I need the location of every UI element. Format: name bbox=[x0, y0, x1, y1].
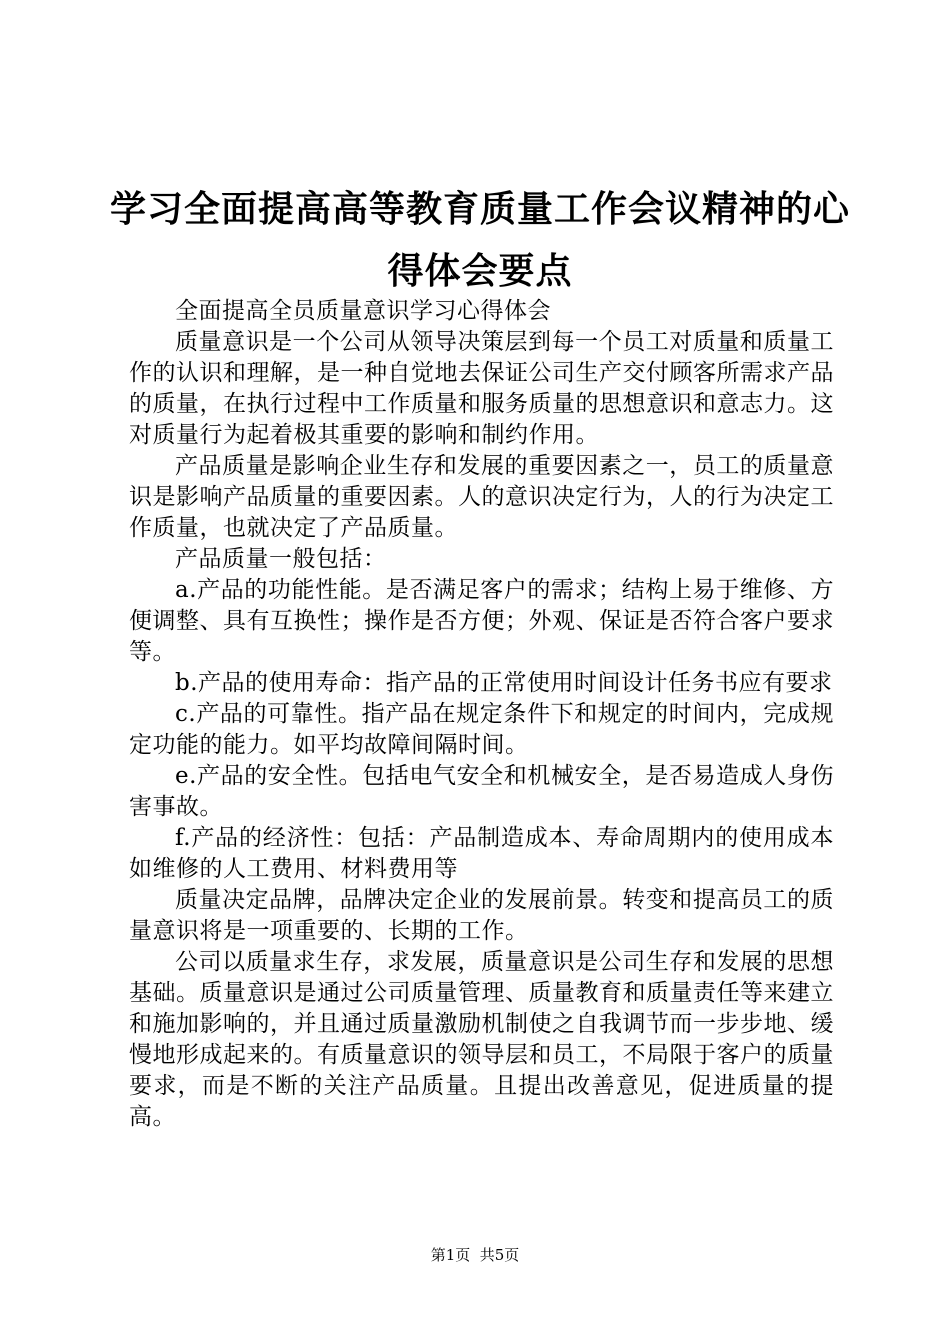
paragraph: c.产品的可靠性。指产品在规定条件下和规定的时间内，完成规定功能的能力。如平均故障间隔时间。 bbox=[129, 701, 834, 758]
paragraph: e.产品的安全性。包括电气安全和机械安全，是否易造成人身伤害事故。 bbox=[129, 763, 834, 820]
page-footer bbox=[0, 1244, 950, 1265]
document-body bbox=[129, 296, 834, 1133]
paragraph: f.产品的经济性：包括：产品制造成本、寿命周期内的使用成本如维修的人工费用、材料费用等 bbox=[129, 825, 834, 882]
paragraph: 全面提高全员质量意识学习心得体会 bbox=[175, 298, 551, 324]
paragraph: a.产品的功能性能。是否满足客户的需求；结构上易于维修、方便调整、具有互换性；操作是否方便；外观、保证是否符合客户要求等。 bbox=[129, 577, 834, 665]
paragraph: b.产品的使用寿命：指产品的正常使用时间设计任务书应有要求 bbox=[175, 670, 833, 696]
paragraph: 质量决定品牌，品牌决定企业的发展前景。转变和提高员工的质量意识将是一项重要的、长期的工作。 bbox=[129, 887, 834, 944]
paragraph: 产品质量一般包括： bbox=[175, 546, 387, 572]
paragraph: 公司以质量求生存，求发展，质量意识是公司生存和发展的思想基础。质量意识是通过公司质量管理、质量教育和质量责任等来建立和施加影响的，并且通过质量激励机制使之自我调节而一步步地、缓慢地形成起来的。有质量意识的领导层和员工，不局限于客户的质量要求，而是不断的关注产品质量。且提出改善意见，促进质量的提高。 bbox=[129, 949, 834, 1130]
document-title: 学习全面提高高等教育质量工作会议精神的心得体会要点 bbox=[110, 188, 851, 292]
paragraph: 产品质量是影响企业生存和发展的重要因素之一，员工的质量意识是影响产品质量的重要因素。人的意识决定行为，人的行为决定工作质量，也就决定了产品质量。 bbox=[129, 453, 834, 541]
paragraph: 质量意识是一个公司从领导决策层到每一个员工对质量和质量工作的认识和理解，是一种自觉地去保证公司生产交付顾客所需求产品的质量，在执行过程中工作质量和服务质量的思想意识和意志力。这对质量行为起着极其重要的影响和制约作用。 bbox=[129, 329, 834, 448]
page-number-label: 第1页 共5页 bbox=[430, 1246, 520, 1264]
